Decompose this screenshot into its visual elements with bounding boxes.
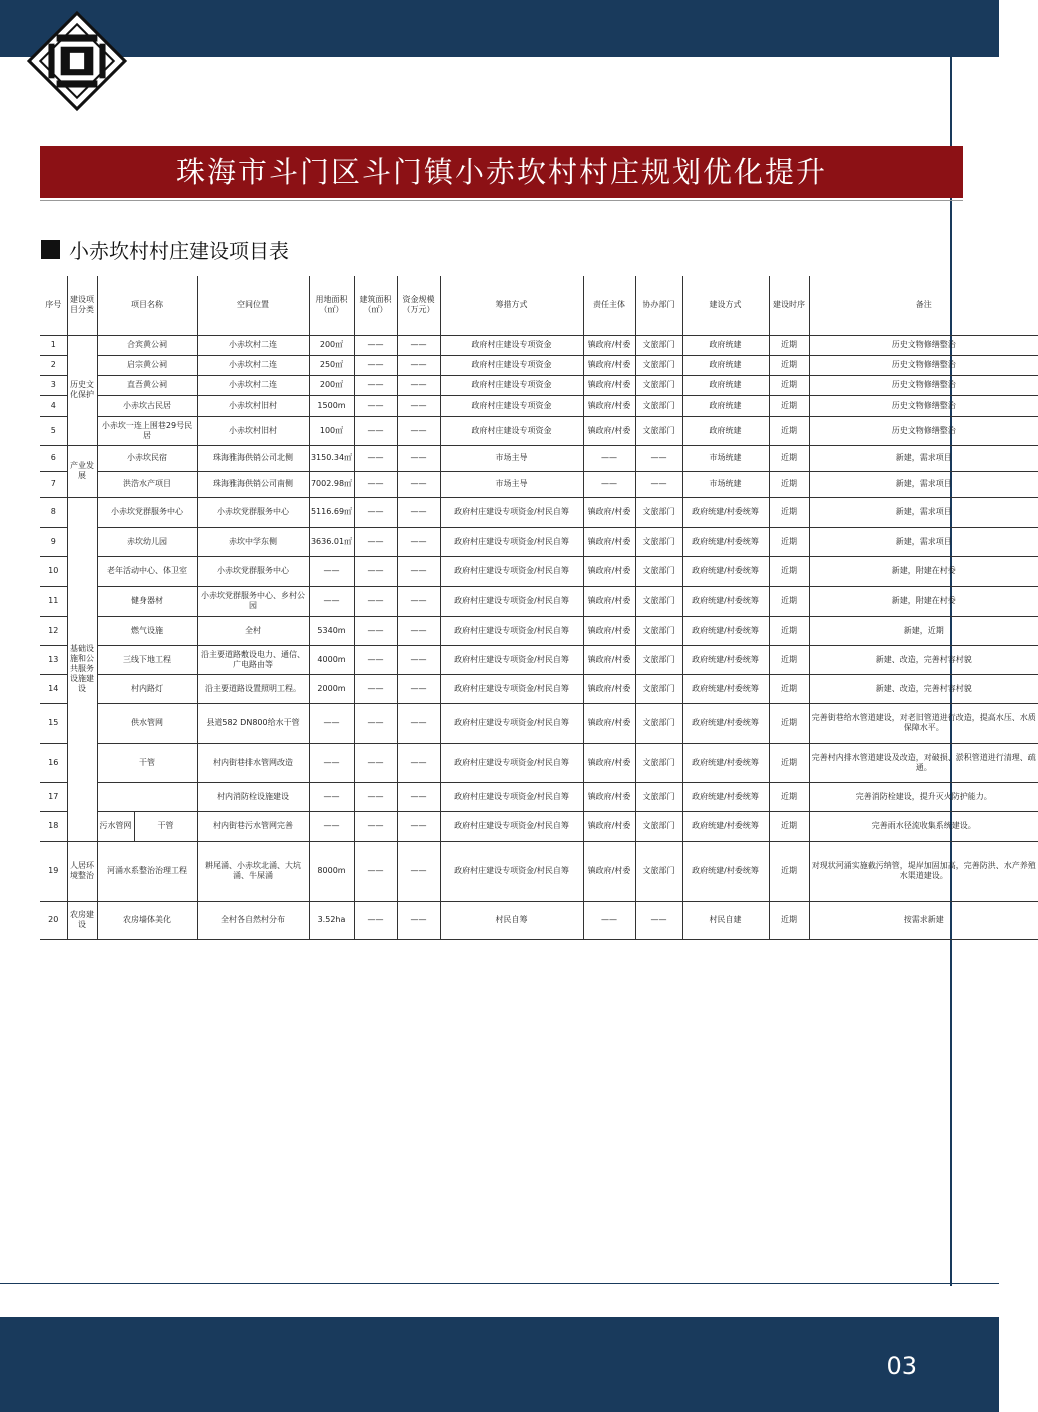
cell-fund: —— — [397, 645, 440, 674]
table-row — [40, 335, 1038, 355]
subgroup-trunk-cell — [97, 743, 197, 782]
cell-note: 历史文物修缮整治 — [809, 335, 1038, 355]
cell-name: 河涌水系整治治理工程 — [97, 841, 197, 901]
header-cell: 筹措方式 — [440, 276, 583, 335]
subgroup-label: 干管 — [157, 821, 174, 830]
cell-build-area: —— — [354, 375, 397, 395]
cell-location: 珠海雅海供销公司南侧 — [197, 471, 309, 497]
cell-fund: —— — [397, 355, 440, 375]
cell-fund: —— — [397, 811, 440, 841]
cell-note: 新建，需求项目 — [809, 497, 1038, 527]
cell-time: 近期 — [769, 841, 809, 901]
cell-land-area: 3150.34㎡ — [309, 445, 354, 471]
cell-fund: —— — [397, 616, 440, 645]
cell-time: 近期 — [769, 782, 809, 811]
cell-mode: 政府统建/村委统筹 — [682, 703, 769, 743]
cell-name: 小赤坎古民居 — [97, 395, 197, 416]
cell-owner: 镇政府/村委 — [583, 811, 635, 841]
cell-owner: —— — [583, 471, 635, 497]
table-row — [40, 471, 1038, 497]
cell-land-area: 3.52ha — [309, 901, 354, 939]
cell-build-area: —— — [354, 674, 397, 703]
cell-coop: 文旅部门 — [635, 811, 682, 841]
cell-time: 近期 — [769, 497, 809, 527]
cell-owner: 镇政府/村委 — [583, 527, 635, 556]
cell-coop: 文旅部门 — [635, 782, 682, 811]
cell-fund: —— — [397, 375, 440, 395]
cell-owner: 镇政府/村委 — [583, 556, 635, 586]
cell-coop: 文旅部门 — [635, 527, 682, 556]
header-cell: 建设时序 — [769, 276, 809, 335]
cell-coop: 文旅部门 — [635, 355, 682, 375]
cell-build-area: —— — [354, 395, 397, 416]
cell-owner: —— — [583, 901, 635, 939]
cell-owner: 镇政府/村委 — [583, 335, 635, 355]
cell-time: 近期 — [769, 674, 809, 703]
header-cell: 协办部门 — [635, 276, 682, 335]
section-title: 小赤坎村村庄建设项目表 — [69, 238, 289, 263]
cell-land-area: 2000m — [309, 674, 354, 703]
cell-coop: 文旅部门 — [635, 743, 682, 782]
subgroup-label: 干管 — [139, 757, 155, 767]
cell-build-area: —— — [354, 841, 397, 901]
cell-no: 4 — [40, 395, 67, 416]
cell-time: 近期 — [769, 556, 809, 586]
cell-land-area: 200㎡ — [309, 375, 354, 395]
cell-land-area: 100㎡ — [309, 416, 354, 445]
cell-finance: 政府村庄建设专项资金/村民自筹 — [440, 841, 583, 901]
cell-time: 近期 — [769, 586, 809, 616]
table-row — [40, 743, 1038, 782]
cell-owner: 镇政府/村委 — [583, 645, 635, 674]
cell-mode: 政府统建 — [682, 355, 769, 375]
cell-location: 小赤坎村二连 — [197, 375, 309, 395]
cell-note: 新建，需求项目 — [809, 527, 1038, 556]
cell-fund: —— — [397, 556, 440, 586]
cell-time: 近期 — [769, 355, 809, 375]
cell-land-area: 200㎡ — [309, 335, 354, 355]
cell-fund: —— — [397, 901, 440, 939]
cell-time: 近期 — [769, 743, 809, 782]
cell-mode: 政府统建 — [682, 416, 769, 445]
cell-land-area: 5116.69㎡ — [309, 497, 354, 527]
table-row — [40, 645, 1038, 674]
cell-fund: —— — [397, 416, 440, 445]
cell-mode: 村民自建 — [682, 901, 769, 939]
table-row — [40, 375, 1038, 395]
cell-build-area: —— — [354, 416, 397, 445]
header-cell: 空间位置 — [197, 276, 309, 335]
cell-finance: 政府村庄建设专项资金/村民自筹 — [440, 743, 583, 782]
cell-location: 小赤坎党群服务中心、乡村公园 — [197, 586, 309, 616]
cell-note: 新建、改造，完善村容村貌 — [809, 645, 1038, 674]
cell-mode: 政府统建/村委统筹 — [682, 743, 769, 782]
cell-no: 19 — [40, 841, 67, 901]
cell-fund: —— — [397, 335, 440, 355]
page-title: 珠海市斗门区斗门镇小赤坎村村庄规划优化提升 — [40, 146, 963, 198]
cell-note: 新建，近期 — [809, 616, 1038, 645]
cell-coop: 文旅部门 — [635, 556, 682, 586]
cell-note: 历史文物修缮整治 — [809, 416, 1038, 445]
cell-location: 沿主要道路设置照明工程。 — [197, 674, 309, 703]
cell-coop: 文旅部门 — [635, 335, 682, 355]
cell-finance: 政府村庄建设专项资金/村民自筹 — [440, 645, 583, 674]
cell-no: 5 — [40, 416, 67, 445]
cell-time: 近期 — [769, 527, 809, 556]
cell-time: 近期 — [769, 703, 809, 743]
cell-no: 11 — [40, 586, 67, 616]
cell-coop: 文旅部门 — [635, 497, 682, 527]
cell-no: 18 — [40, 811, 67, 841]
cell-name: 小赤坎民宿 — [97, 445, 197, 471]
cell-time: 近期 — [769, 811, 809, 841]
cell-land-area: —— — [309, 811, 354, 841]
cell-no: 7 — [40, 471, 67, 497]
cell-note: 新建，需求项目 — [809, 471, 1038, 497]
cell-owner: 镇政府/村委 — [583, 674, 635, 703]
cell-note: 按需求新建 — [809, 901, 1038, 939]
cell-finance: 市场主导 — [440, 445, 583, 471]
cell-build-area: —— — [354, 703, 397, 743]
cell-location: 小赤坎村二连 — [197, 335, 309, 355]
cell-finance: 政府村庄建设专项资金/村民自筹 — [440, 703, 583, 743]
cell-mode: 政府统建/村委统筹 — [682, 497, 769, 527]
cell-note: 新建、改造，完善村容村貌 — [809, 674, 1038, 703]
cell-time: 近期 — [769, 901, 809, 939]
cell-note: 对现状河涌实施截污纳管，堤岸加固加高，完善防洪、水产养殖水渠道建设。 — [809, 841, 1038, 901]
cell-owner: 镇政府/村委 — [583, 395, 635, 416]
cell-location: 全村 — [197, 616, 309, 645]
table-row — [40, 703, 1038, 743]
cell-coop: 文旅部门 — [635, 616, 682, 645]
cell-mode: 政府统建/村委统筹 — [682, 674, 769, 703]
cell-fund: —— — [397, 471, 440, 497]
cell-build-area: —— — [354, 335, 397, 355]
cell-mode: 市场统建 — [682, 471, 769, 497]
cell-no: 9 — [40, 527, 67, 556]
cell-finance: 政府村庄建设专项资金 — [440, 335, 583, 355]
cell-build-area: —— — [354, 782, 397, 811]
cell-name: 村内路灯 — [97, 674, 197, 703]
cell-mode: 政府统建 — [682, 335, 769, 355]
cell-fund: —— — [397, 497, 440, 527]
cell-location: 赤坎中学东侧 — [197, 527, 309, 556]
cell-location: 沿主要道路敷设电力、通信、广电路由等 — [197, 645, 309, 674]
cell-note: 完善村内排水管道建设及改造，对破损、淤积管道进行清理、疏通。 — [809, 743, 1038, 782]
cell-build-area: —— — [354, 445, 397, 471]
category-cell: 农房建设 — [67, 901, 97, 939]
cell-location: 小赤坎村旧村 — [197, 395, 309, 416]
table-row — [40, 811, 1038, 841]
cell-finance: 政府村庄建设专项资金/村民自筹 — [440, 556, 583, 586]
cell-note: 历史文物修缮整治 — [809, 395, 1038, 416]
cell-owner: 镇政府/村委 — [583, 586, 635, 616]
cell-build-area: —— — [354, 645, 397, 674]
cell-no: 3 — [40, 375, 67, 395]
cell-location: 县道582 DN800给水干管 — [197, 703, 309, 743]
header-cell: 建设项目分类 — [67, 276, 97, 335]
cell-fund: —— — [397, 527, 440, 556]
cell-finance: 市场主导 — [440, 471, 583, 497]
cell-finance: 政府村庄建设专项资金/村民自筹 — [440, 586, 583, 616]
header-cell: 项目名称 — [97, 276, 197, 335]
cell-mode: 政府统建 — [682, 395, 769, 416]
cell-build-area: —— — [354, 527, 397, 556]
cell-land-area: 4000m — [309, 645, 354, 674]
cell-note: 新建，需求项目 — [809, 445, 1038, 471]
cell-note: 新建，附建在村委 — [809, 586, 1038, 616]
cell-location: 小赤坎村旧村 — [197, 416, 309, 445]
cell-note: 历史文物修缮整治 — [809, 355, 1038, 375]
cell-time: 近期 — [769, 395, 809, 416]
cell-mode: 政府统建/村委统筹 — [682, 586, 769, 616]
cell-fund: —— — [397, 743, 440, 782]
cell-mode: 政府统建/村委统筹 — [682, 782, 769, 811]
cell-coop: 文旅部门 — [635, 703, 682, 743]
cell-fund: —— — [397, 674, 440, 703]
category-cell: 产业发展 — [67, 445, 97, 497]
cell-note: 完善街巷给水管道建设，对老旧管道进行改造，提高水压、水质保障水平。 — [809, 703, 1038, 743]
header-cell: 备注 — [809, 276, 1038, 335]
cell-owner: 镇政府/村委 — [583, 375, 635, 395]
cell-coop: 文旅部门 — [635, 841, 682, 901]
cell-coop: 文旅部门 — [635, 645, 682, 674]
cell-land-area: 5340m — [309, 616, 354, 645]
cell-coop: 文旅部门 — [635, 416, 682, 445]
cell-mode: 市场统建 — [682, 445, 769, 471]
cell-fund: —— — [397, 445, 440, 471]
cell-note: 完善消防栓建设，提升灭火防护能力。 — [809, 782, 1038, 811]
subgroup-label: 供水管网 — [131, 718, 163, 727]
cell-no: 10 — [40, 556, 67, 586]
cell-land-area: 7002.98㎡ — [309, 471, 354, 497]
cell-owner: 镇政府/村委 — [583, 782, 635, 811]
cell-owner: 镇政府/村委 — [583, 703, 635, 743]
cell-name: 直吾黄公祠 — [97, 375, 197, 395]
cell-finance: 政府村庄建设专项资金/村民自筹 — [440, 497, 583, 527]
cell-mode: 政府统建 — [682, 375, 769, 395]
category-cell: 基础设施和公共服务设施建设 — [67, 497, 97, 841]
cell-fund: —— — [397, 586, 440, 616]
header-cell: 建筑面积（㎡） — [354, 276, 397, 335]
cell-build-area: —— — [354, 901, 397, 939]
top-header-bar — [0, 0, 999, 57]
cell-no: 12 — [40, 616, 67, 645]
cell-coop: 文旅部门 — [635, 674, 682, 703]
cell-no: 8 — [40, 497, 67, 527]
cell-build-area: —— — [354, 471, 397, 497]
cell-location: 小赤坎村二连 — [197, 355, 309, 375]
cell-fund: —— — [397, 395, 440, 416]
cell-fund: —— — [397, 841, 440, 901]
header-cell: 用地面积（㎡） — [309, 276, 354, 335]
cell-no: 14 — [40, 674, 67, 703]
cell-finance: 政府村庄建设专项资金/村民自筹 — [440, 782, 583, 811]
cell-location: 小赤坎党群服务中心 — [197, 556, 309, 586]
cell-owner: 镇政府/村委 — [583, 743, 635, 782]
cell-finance: 政府村庄建设专项资金 — [440, 375, 583, 395]
cell-name: 农房墙体美化 — [97, 901, 197, 939]
header-cell: 建设方式 — [682, 276, 769, 335]
cell-no: 1 — [40, 335, 67, 355]
cell-location: 全村各自然村分布 — [197, 901, 309, 939]
cell-owner: 镇政府/村委 — [583, 841, 635, 901]
cell-no: 20 — [40, 901, 67, 939]
cell-finance: 政府村庄建设专项资金 — [440, 355, 583, 375]
table-row — [40, 445, 1038, 471]
cell-name: 小赤坎党群服务中心 — [97, 497, 197, 527]
cell-mode: 政府统建/村委统筹 — [682, 841, 769, 901]
cell-location: 耕尾涌、小赤坎北涌、大坑涌、牛屎涌 — [197, 841, 309, 901]
cell-name: 燃气设施 — [97, 616, 197, 645]
cell-location: 珠海雅海供销公司北侧 — [197, 445, 309, 471]
table-row — [40, 527, 1038, 556]
cell-build-area: —— — [354, 616, 397, 645]
project-table — [40, 276, 1038, 940]
cell-time: 近期 — [769, 416, 809, 445]
table-row — [40, 395, 1038, 416]
subgroup-water-supply — [97, 703, 197, 743]
cell-finance: 政府村庄建设专项资金/村民自筹 — [440, 811, 583, 841]
cell-note: 历史文物修缮整治 — [809, 375, 1038, 395]
table-row — [40, 556, 1038, 586]
cell-land-area: —— — [309, 782, 354, 811]
cell-name: 三线下地工程 — [97, 645, 197, 674]
cell-time: 近期 — [769, 335, 809, 355]
cell-mode: 政府统建/村委统筹 — [682, 527, 769, 556]
bottom-border-line — [0, 1283, 999, 1284]
cell-name: 老年活动中心、体卫室 — [97, 556, 197, 586]
cell-time: 近期 — [769, 375, 809, 395]
cell-fund: —— — [397, 782, 440, 811]
cell-name: 健身器材 — [97, 586, 197, 616]
cell-finance: 村民自筹 — [440, 901, 583, 939]
cell-coop: —— — [635, 901, 682, 939]
cell-finance: 政府村庄建设专项资金/村民自筹 — [440, 527, 583, 556]
cell-no: 2 — [40, 355, 67, 375]
cell-land-area: 8000m — [309, 841, 354, 901]
cell-location: 小赤坎党群服务中心 — [197, 497, 309, 527]
cell-name: 启宗黄公祠 — [97, 355, 197, 375]
cell-finance: 政府村庄建设专项资金 — [440, 395, 583, 416]
cell-coop: —— — [635, 445, 682, 471]
cell-finance: 政府村庄建设专项资金 — [440, 416, 583, 445]
cell-name — [97, 782, 197, 811]
table-row — [40, 674, 1038, 703]
title-underline — [40, 200, 963, 201]
cell-build-area: —— — [354, 497, 397, 527]
cell-name: 赤坎幼儿园 — [97, 527, 197, 556]
cell-mode: 政府统建/村委统筹 — [682, 616, 769, 645]
cell-land-area: 1500m — [309, 395, 354, 416]
section-heading — [41, 234, 289, 264]
cell-no: 6 — [40, 445, 67, 471]
cell-owner: 镇政府/村委 — [583, 616, 635, 645]
subgroup-label: 污水管网 — [98, 812, 135, 841]
cell-time: 近期 — [769, 445, 809, 471]
cell-no: 17 — [40, 782, 67, 811]
cell-land-area: —— — [309, 703, 354, 743]
cell-build-area: —— — [354, 556, 397, 586]
table-row — [40, 841, 1038, 901]
table-row — [40, 497, 1038, 527]
cell-land-area: —— — [309, 743, 354, 782]
table-row — [40, 616, 1038, 645]
cell-build-area: —— — [354, 811, 397, 841]
page-number: 03 — [886, 1352, 917, 1380]
table-row — [40, 416, 1038, 445]
cell-time: 近期 — [769, 616, 809, 645]
cell-coop: 文旅部门 — [635, 375, 682, 395]
cell-owner: —— — [583, 445, 635, 471]
table-row — [40, 355, 1038, 375]
cell-land-area: 3636.01㎡ — [309, 527, 354, 556]
cell-owner: 镇政府/村委 — [583, 355, 635, 375]
header-cell: 序号 — [40, 276, 67, 335]
cell-owner: 镇政府/村委 — [583, 497, 635, 527]
cell-land-area: 250㎡ — [309, 355, 354, 375]
cell-time: 近期 — [769, 645, 809, 674]
cell-note: 完善雨水径流收集系统建设。 — [809, 811, 1038, 841]
cell-no: 16 — [40, 743, 67, 782]
cell-no: 13 — [40, 645, 67, 674]
cell-note: 新建，附建在村委 — [809, 556, 1038, 586]
cell-mode: 政府统建/村委统筹 — [682, 811, 769, 841]
table-header-row — [40, 276, 1038, 335]
cell-finance: 政府村庄建设专项资金/村民自筹 — [440, 616, 583, 645]
cell-coop: —— — [635, 471, 682, 497]
cell-owner: 镇政府/村委 — [583, 416, 635, 445]
emblem-logo-icon — [26, 10, 128, 112]
header-cell: 责任主体 — [583, 276, 635, 335]
cell-build-area: —— — [354, 743, 397, 782]
cell-no: 15 — [40, 703, 67, 743]
table-row — [40, 586, 1038, 616]
cell-location: 村内街巷污水管网完善 — [197, 811, 309, 841]
cell-coop: 文旅部门 — [635, 586, 682, 616]
cell-finance: 政府村庄建设专项资金/村民自筹 — [440, 674, 583, 703]
cell-name: 洪浩水产项目 — [97, 471, 197, 497]
cell-location: 村内街巷排水管网改造 — [197, 743, 309, 782]
square-bullet-icon — [41, 240, 60, 259]
cell-mode: 政府统建/村委统筹 — [682, 645, 769, 674]
cell-land-area: —— — [309, 586, 354, 616]
header-cell: 资金规模（万元） — [397, 276, 440, 335]
cell-name: 合宾黄公祠 — [97, 335, 197, 355]
cell-coop: 文旅部门 — [635, 395, 682, 416]
cell-time: 近期 — [769, 471, 809, 497]
cell-fund: —— — [397, 703, 440, 743]
cell-mode: 政府统建/村委统筹 — [682, 556, 769, 586]
subgroup-drainage — [97, 811, 197, 841]
category-cell: 人居环境整治 — [67, 841, 97, 901]
cell-build-area: —— — [354, 355, 397, 375]
table-row — [40, 782, 1038, 811]
category-cell: 历史文化保护 — [67, 335, 97, 445]
table-row — [40, 901, 1038, 939]
cell-build-area: —— — [354, 586, 397, 616]
footer-bar — [0, 1317, 999, 1412]
cell-land-area: —— — [309, 556, 354, 586]
cell-name: 小赤坎一连上围巷29号民居 — [97, 416, 197, 445]
cell-location: 村内消防栓设施建设 — [197, 782, 309, 811]
